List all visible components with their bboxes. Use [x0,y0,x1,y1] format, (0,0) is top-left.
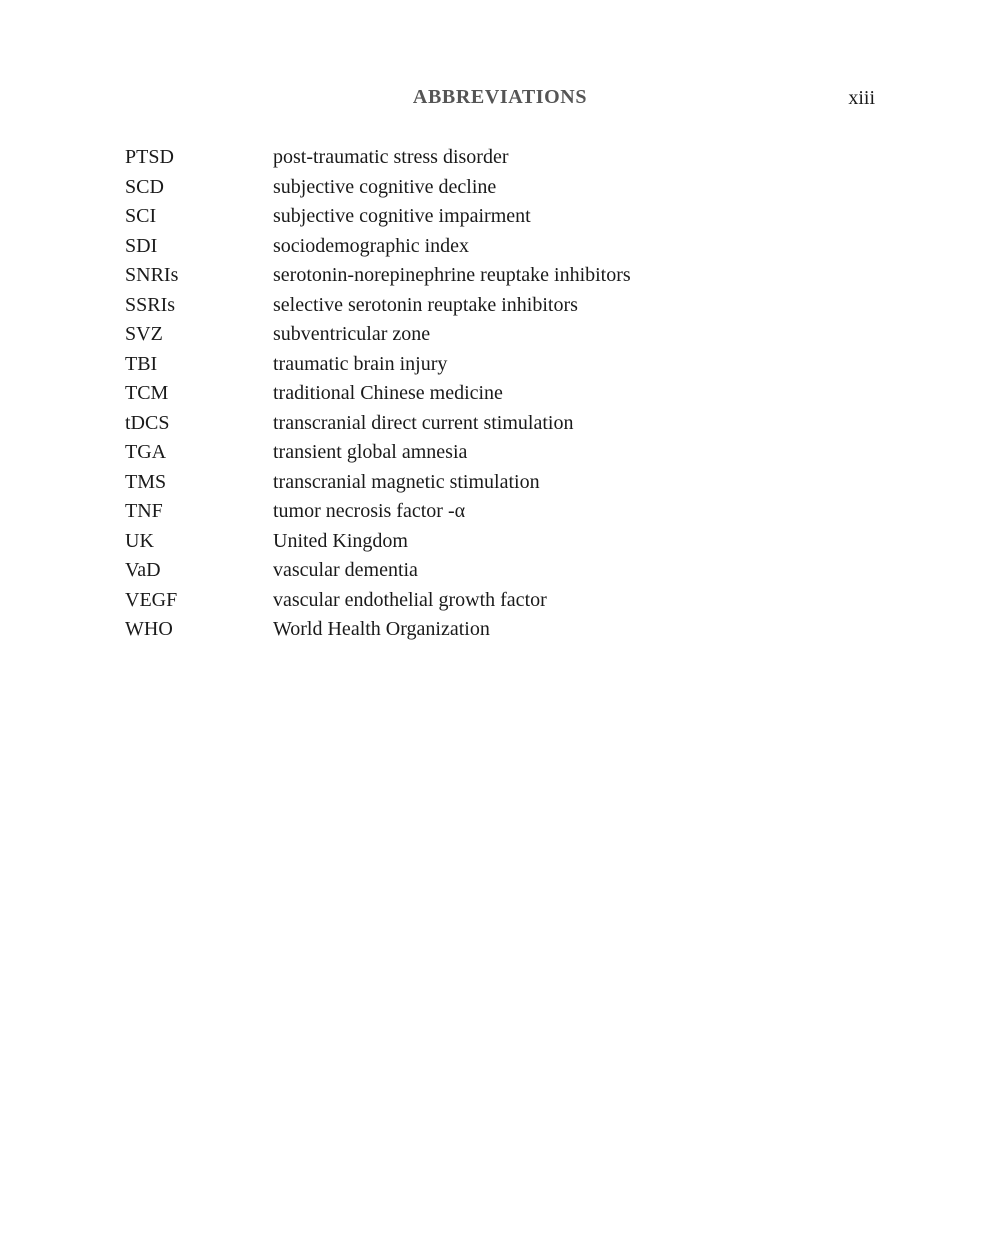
abbreviation-definition: sociodemographic index [273,234,470,257]
abbreviation-row [125,379,885,409]
abbreviation-row [125,261,885,291]
abbreviation-term: TGA [125,441,167,463]
abbreviation-row [125,350,885,380]
abbreviation-term: SSRIs [125,293,176,316]
abbreviation-row [125,202,885,232]
running-head-title: ABBREVIATIONS [412,86,588,108]
abbreviation-term: WHO [125,618,173,640]
abbreviation-row [125,232,885,262]
abbreviation-definition: traumatic brain injury [273,352,448,375]
abbreviation-definition: vascular dementia [273,559,418,581]
abbreviation-definition: post-traumatic stress disorder [273,146,509,168]
abbreviation-row [125,291,885,321]
abbreviation-term: SVZ [125,323,163,345]
abbreviation-row [125,586,885,616]
abbreviation-row [125,173,885,203]
abbreviation-row [125,320,885,350]
abbreviation-definition: subventricular zone [273,323,431,345]
abbreviation-definition: tumor necrosis factor -α [273,500,466,522]
abbreviation-row [125,556,885,586]
abbreviation-definition: serotonin-norepinephrine reuptake inhibitors [273,264,631,286]
abbreviation-term: UK [125,529,154,552]
abbreviation-row [125,615,885,645]
abbreviation-definition: transient global amnesia [273,441,468,463]
abbreviation-term: TBI [125,352,158,375]
abbreviation-definition: transcranial magnetic stimulation [273,470,540,493]
abbreviation-term: tDCS [125,411,170,434]
abbreviation-row [125,438,885,468]
abbreviation-term: TNF [125,500,163,522]
abbreviation-definition: United Kingdom [273,529,408,552]
abbreviation-row [125,497,885,527]
abbreviation-row [125,409,885,439]
abbreviation-row [125,143,885,173]
abbreviation-list [125,143,885,645]
abbreviation-term: PTSD [125,146,174,168]
abbreviation-term: TMS [125,470,167,493]
abbreviation-definition: subjective cognitive impairment [273,205,531,227]
abbreviation-row [125,527,885,557]
abbreviation-term: VEGF [125,588,178,611]
abbreviation-term: SDI [125,234,158,257]
abbreviation-definition: selective serotonin reuptake inhibitors [273,293,578,316]
abbreviation-definition: subjective cognitive decline [273,175,497,198]
abbreviation-term: SCD [125,175,164,198]
abbreviation-definition: World Health Organization [273,618,490,640]
abbreviation-definition: transcranial direct current stimulation [273,411,574,434]
abbreviation-definition: traditional Chinese medicine [273,382,503,404]
abbreviation-term: SCI [125,205,157,227]
abbreviation-row [125,468,885,498]
abbreviation-term: TCM [125,382,169,404]
abbreviation-definition: vascular endothelial growth factor [273,588,547,611]
abbreviation-term: VaD [125,559,161,581]
abbreviation-term: SNRIs [125,264,179,286]
page-number: xiii [848,87,875,109]
